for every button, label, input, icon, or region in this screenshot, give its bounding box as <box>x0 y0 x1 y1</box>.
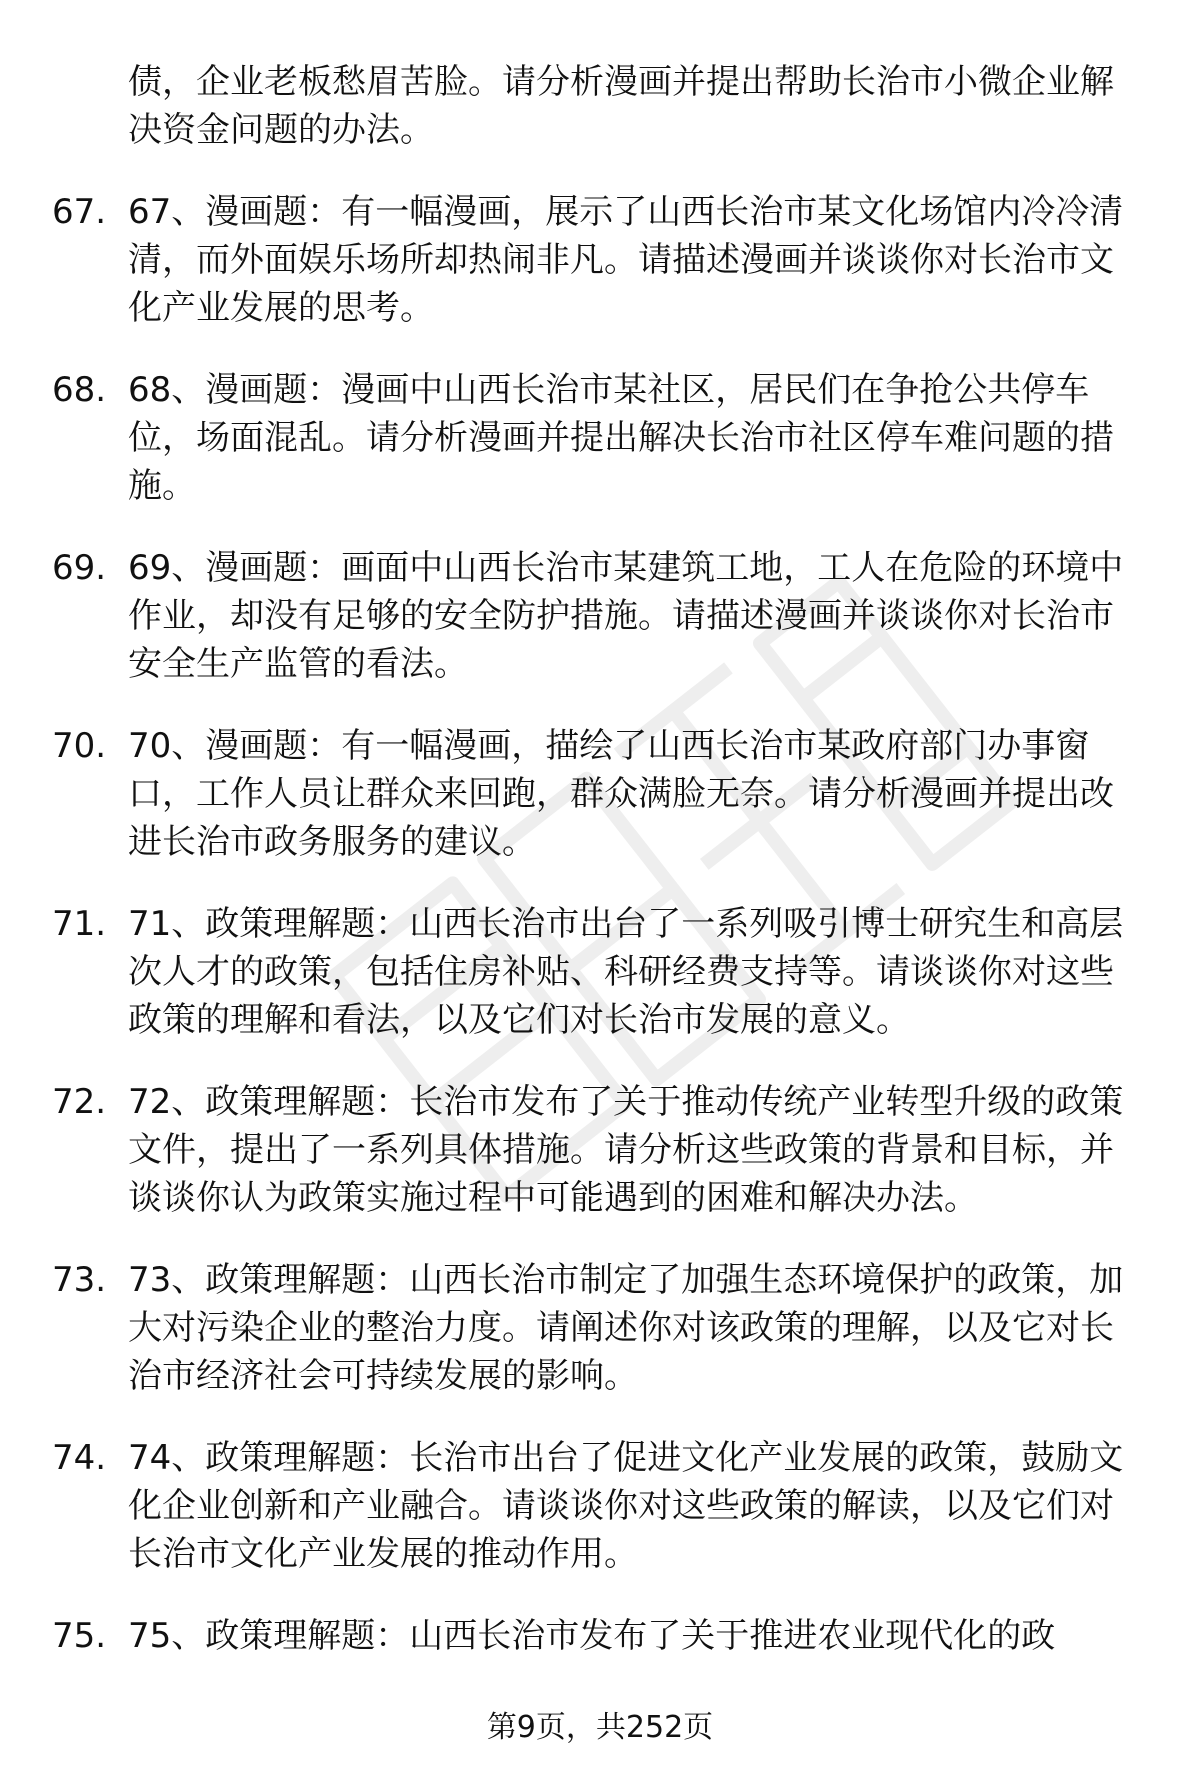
list-item-text: 71、政策理解题：山西长治市出台了一系列吸引博士研究生和高层次人才的政策，包括住房补贴、科研经费支持等。请谈谈你对这些政策的理解和看法，以及它们对长治市发展的意义。 <box>128 904 1124 1040</box>
list-item <box>0 366 1200 544</box>
list-item <box>0 188 1200 366</box>
list-item-number: 74. <box>52 1438 107 1478</box>
list-item-number: 69. <box>52 548 107 588</box>
list-item <box>0 1078 1200 1256</box>
list-item-number: 68. <box>52 370 107 410</box>
list-item <box>0 1256 1200 1434</box>
list-item <box>0 722 1200 900</box>
list-item-text: 74、政策理解题：长治市出台了促进文化产业发展的政策，鼓励文化企业创新和产业融合。请谈谈你对这些政策的解读，以及它们对长治市文化产业发展的推动作用。 <box>128 1438 1124 1574</box>
list-item <box>0 544 1200 722</box>
list-item <box>0 900 1200 1078</box>
list-item-text: 73、政策理解题：山西长治市制定了加强生态环境保护的政策，加大对污染企业的整治力度。请阐述你对该政策的理解，以及它对长治市经济社会可持续发展的影响。 <box>128 1260 1124 1396</box>
list-item-text: 68、漫画题：漫画中山西长治市某社区，居民们在争抢公共停车位，场面混乱。请分析漫画并提出解决长治市社区停车难问题的措施。 <box>128 370 1114 506</box>
list-item-number: 70. <box>52 726 107 766</box>
list-item-text: 67、漫画题：有一幅漫画，展示了山西长治市某文化场馆内冷冷清清，而外面娱乐场所却热闹非凡。请描述漫画并谈谈你对长治市文化产业发展的思考。 <box>128 192 1124 328</box>
continued-question-text: 债，企业老板愁眉苦脸。请分析漫画并提出帮助长治市小微企业解决资金问题的办法。 <box>128 62 1114 150</box>
list-item-number: 71. <box>52 904 107 944</box>
list-item-text: 70、漫画题：有一幅漫画，描绘了山西长治市某政府部门办事窗口，工作人员让群众来回跑，群众满脸无奈。请分析漫画并提出改进长治市政务服务的建议。 <box>128 726 1114 862</box>
list-item <box>0 1612 1200 1790</box>
question-list <box>0 188 1200 1790</box>
page-number-footer: 第9页，共252页 <box>486 1710 714 1745</box>
list-item <box>0 1434 1200 1612</box>
list-item-text: 75、政策理解题：山西长治市发布了关于推进农业现代化的政 <box>128 1616 1056 1656</box>
list-item-text: 69、漫画题：画面中山西长治市某建筑工地，工人在危险的环境中作业，却没有足够的安全防护措施。请描述漫画并谈谈你对长治市安全生产监管的看法。 <box>128 548 1124 684</box>
list-item-number: 72. <box>52 1082 107 1122</box>
list-item-text: 72、政策理解题：长治市发布了关于推动传统产业转型升级的政策文件，提出了一系列具体措施。请分析这些政策的背景和目标，并谈谈你认为政策实施过程中可能遇到的困难和解决办法。 <box>128 1082 1124 1218</box>
list-item-number: 67. <box>52 192 107 232</box>
list-item-number: 73. <box>52 1260 107 1300</box>
list-item-number: 75. <box>52 1616 107 1656</box>
